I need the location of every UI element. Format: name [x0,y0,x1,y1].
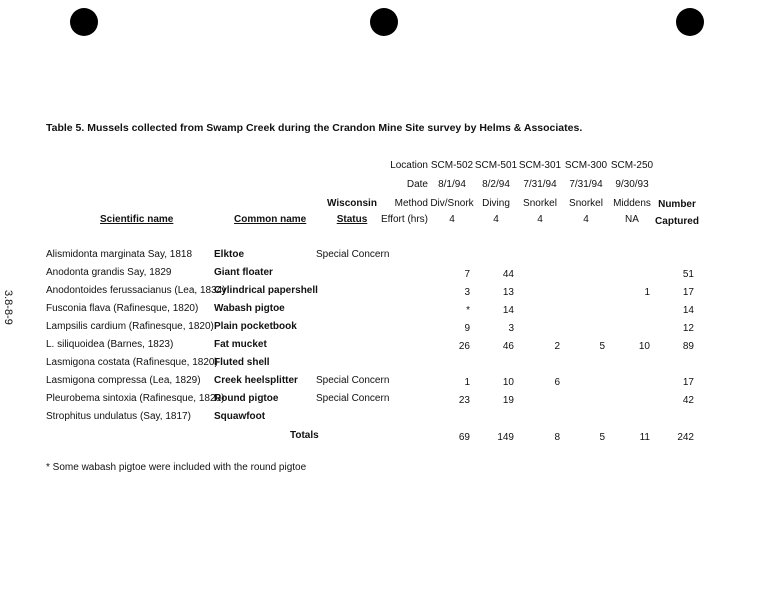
site-location-4: SCM-300 [564,160,608,171]
header-location-label: Location [390,160,428,171]
totals-grand-total: 242 [677,432,694,443]
totals-count-site-1: 69 [458,432,470,443]
punch-hole-left [70,8,98,36]
header-captured-label: Captured [655,216,699,227]
row-4-count-site-1: * [466,305,470,316]
row-6-total: 89 [682,341,694,352]
row-6-count-site-3: 2 [554,341,560,352]
row-7-common-name: Fluted shell [214,357,270,368]
site-location-1: SCM-502 [430,160,474,171]
row-4-count-site-2: 14 [502,305,514,316]
row-9-count-site-2: 19 [502,395,514,406]
site-location-5: SCM-250 [610,160,654,171]
row-8-status: Special Concern [316,375,390,386]
row-6-scientific-name: L. siliquoidea (Barnes, 1823) [46,339,174,350]
header-common-label: Common name [234,214,307,225]
totals-count-site-4: 5 [599,432,605,443]
header-effort-label: Effort (hrs) [380,214,428,225]
row-2-count-site-1: 7 [464,269,470,280]
row-5-count-site-1: 9 [464,323,470,334]
row-3-count-site-2: 13 [502,287,514,298]
header-scientific-label: Scientific name [100,214,174,225]
row-3-count-site-1: 3 [464,287,470,298]
row-6-common-name: Fat mucket [214,339,267,350]
site-method-5: Middens [613,198,651,209]
row-9-scientific-name: Pleurobema sintoxia (Rafinesque, 1820) [46,393,225,404]
row-4-common-name: Wabash pigtoe [214,303,285,314]
row-5-count-site-2: 3 [508,323,514,334]
table-title: Table 5. Mussels collected from Swamp Creek during the Crandon Mine Site survey by Helms & Associates. [46,122,583,134]
site-effort-3: 4 [537,214,543,225]
site-effort-1: 4 [449,214,455,225]
row-3-total: 17 [682,287,694,298]
row-10-common-name: Squawfoot [214,411,266,422]
row-5-total: 12 [682,323,694,334]
row-9-total: 42 [682,395,694,406]
row-6-count-site-4: 5 [599,341,605,352]
row-6-count-site-1: 26 [458,341,470,352]
row-7-scientific-name: Lasmigona costata (Rafinesque, 1820) [46,357,218,368]
site-date-5: 9/30/93 [615,179,649,190]
totals-count-site-5: 11 [639,432,650,443]
site-date-3: 7/31/94 [523,179,557,190]
punch-hole-right [676,8,704,36]
row-2-common-name: Giant floater [214,267,273,278]
row-8-count-site-2: 10 [502,377,514,388]
row-2-scientific-name: Anodonta grandis Say, 1829 [46,267,172,278]
site-location-3: SCM-301 [518,160,562,171]
row-8-common-name: Creek heelsplitter [214,375,298,386]
site-date-1: 8/1/94 [438,179,466,190]
row-6-count-site-2: 46 [502,341,514,352]
site-location-2: SCM-501 [474,160,518,171]
site-date-2: 8/2/94 [482,179,510,190]
header-wisconsin-label: Wisconsin [327,198,377,209]
row-1-status: Special Concern [316,249,390,260]
row-9-status: Special Concern [316,393,390,404]
row-3-count-site-5: 1 [644,287,650,298]
header-date-label: Date [406,179,428,190]
row-6-count-site-5: 10 [638,341,650,352]
page-side-label: 3.8-8-9 [2,290,14,325]
site-effort-5: NA [625,214,639,225]
row-2-total: 51 [682,269,694,280]
header-status-label: Status [336,214,368,225]
row-1-scientific-name: Alismidonta marginata Say, 1818 [46,249,193,260]
site-effort-4: 4 [583,214,589,225]
row-4-scientific-name: Fusconia flava (Rafinesque, 1820) [46,303,199,314]
row-5-scientific-name: Lampsilis cardium (Rafinesque, 1820) [46,321,214,332]
row-3-scientific-name: Anodontoides ferussacianus (Lea, 1834) [46,285,226,296]
header-method-label: Method [394,198,428,209]
site-effort-2: 4 [493,214,499,225]
header-number-label: Number [658,199,696,210]
row-1-common-name: Elktoe [214,249,245,260]
row-3-common-name: Cylindrical papershell [214,285,318,296]
site-method-2: Diving [482,198,510,209]
row-2-count-site-2: 44 [502,269,514,280]
site-method-1: Div/Snork [430,198,474,209]
site-method-4: Snorkel [569,198,603,209]
row-10-scientific-name: Strophitus undulatus (Say, 1817) [46,411,191,422]
row-8-scientific-name: Lasmigona compressa (Lea, 1829) [46,375,201,386]
site-method-3: Snorkel [523,198,557,209]
row-8-count-site-1: 1 [464,377,470,388]
row-5-common-name: Plain pocketbook [214,321,297,332]
row-8-total: 17 [682,377,694,388]
row-4-total: 14 [682,305,694,316]
site-date-4: 7/31/94 [569,179,603,190]
totals-count-site-3: 8 [554,432,560,443]
punch-hole-center [370,8,398,36]
totals-label: Totals [290,430,319,441]
row-9-count-site-1: 23 [458,395,470,406]
footnote: * Some wabash pigtoe were included with the round pigtoe [46,462,307,473]
row-9-common-name: Round pigtoe [214,393,279,404]
totals-count-site-2: 149 [497,432,514,443]
row-8-count-site-3: 6 [554,377,560,388]
